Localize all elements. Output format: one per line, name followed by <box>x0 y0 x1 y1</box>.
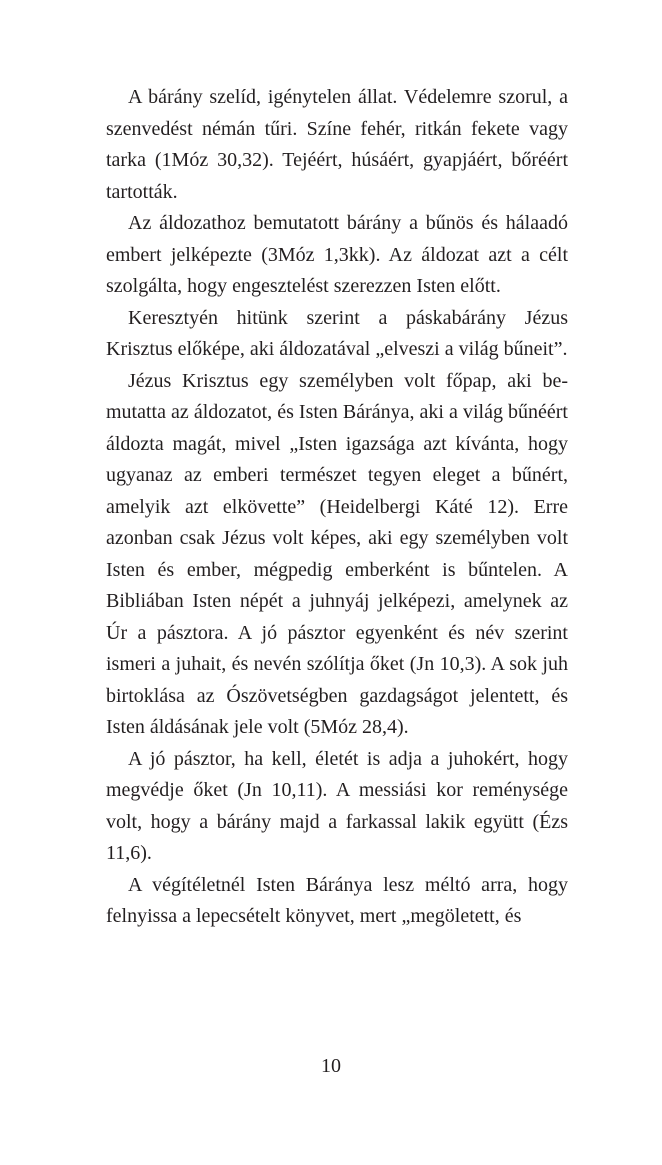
paragraph-passover-lamb: Keresztyén hitünk szerint a páskabárány Jézus Krisztus előképe, aki áldozatával „elveszi a világ bűneit”. <box>106 306 568 360</box>
paragraph-sacrifice: Az áldozathoz bemutatott bárány a bűnös és hálaadó embert jelképezte (3Móz 1,3kk). Az áldozat azt a célt szolgálta, hogy engesztelést szerezzen Isten előtt. <box>106 212 568 297</box>
paragraph-final-judgment: A végítéletnél Isten Báránya lesz méltó arra, hogy felnyissa a lepecsételt könyvet, mert „megöletett, és <box>106 873 568 927</box>
paragraph-jesus-high-priest: Jézus Krisztus egy személyben volt főpap, aki bemutatta az áldozatot, és Isten Báránya, aki a világ bűnéért áldozta magát, mivel „Isten igazsága azt kívánta, hogy ugyanaz az emberi természet tegyen eleget a bűnért, amelyik azt elkövette” (Heidelbergi Káté 12). Erre azonban csak Jézus volt képes, aki egy személyben volt Isten és ember, mégpedig emberként is bűntelen. A Bibliában Isten népét a juhnyáj jelképezi, amelynek az Úr a pásztora. A jó pásztor egyenként és név szerint ismeri a juhait, és nevén szólítja őket (Jn 10,3). A sok juh birtoklása az Ószövetségben gazdagságot jelentett, és Isten áldásának jele volt (5Móz 28,4). <box>106 369 568 738</box>
body-text <box>106 82 568 933</box>
page-number: 10 <box>321 1055 341 1077</box>
paragraph-lamb-description: A bárány szelíd, igénytelen állat. Védelemre szorul, a szenvedést némán tűri. Színe fehér, ritkán fekete vagy tarka (1Móz 30,32). Tejéért, húsáért, gyapjáért, bőréért tartották. <box>106 86 568 203</box>
paragraph-good-shepherd: A jó pásztor, ha kell, életét is adja a juhokért, hogy megvédje őket (Jn 10,11). A messiási kor reménysége volt, hogy a bárány majd a farkassal lakik együtt (Ézs 11,6). <box>106 747 568 864</box>
